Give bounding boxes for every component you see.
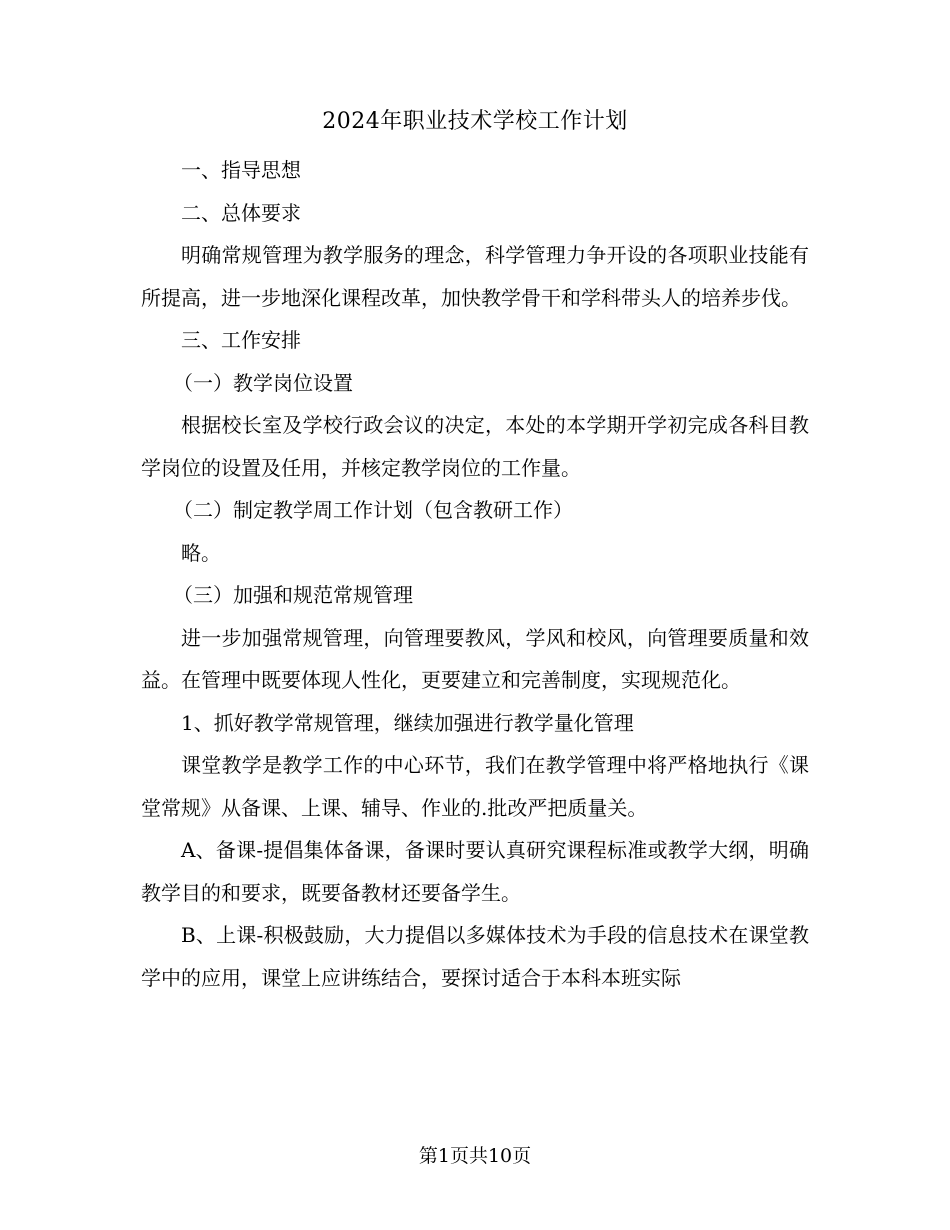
body-paragraph: 进一步加强常规管理，向管理要教风，学风和校风，向管理要质量和效益。在管理中既要体现人性化，更要建立和完善制度，实现规范化。 [141, 625, 809, 692]
body-paragraph: 略。 [181, 540, 221, 565]
section-heading: 三、工作安排 [181, 328, 301, 352]
item-heading: 1、抓好教学常规管理，继续加强进行教学量化管理 [181, 710, 634, 735]
section-heading: 二、总体要求 [181, 200, 301, 225]
section-heading: 一、指导思想 [181, 158, 301, 182]
subsection-heading: （二）制定教学周工作计划（包含教研工作） [173, 498, 573, 522]
subsection-heading: （三）加强和规范常规管理 [173, 583, 413, 607]
document-title: 2024年职业技术学校工作计划 [322, 109, 628, 134]
body-paragraph: 根据校长室及学校行政会议的决定，本处的本学期开学初完成各科目教学岗位的设置及任用，并核定教学岗位的工作量。 [141, 413, 809, 480]
subsection-heading: （一）教学岗位设置 [173, 370, 353, 395]
body-paragraph: A、备课-提倡集体备课，备课时要认真研究课程标准或教学大纲，明确教学目的和要求，既要备教材还要备学生。 [141, 838, 809, 905]
body-paragraph: 明确常规管理为教学服务的理念，科学管理力争开设的各项职业技能有所提高，进一步地深化课程改革，加快教学骨干和学科带头人的培养步伐。 [141, 243, 809, 310]
body-paragraph: 课堂教学是教学工作的中心环节，我们在教学管理中将严格地执行《课堂常规》从备课、上课、辅导、作业的.批改严把质量关。 [141, 753, 809, 820]
page-number-footer: 第1页共10页 [418, 1145, 532, 1167]
document-body [141, 149, 809, 999]
body-paragraph: B、上课-积极鼓励，大力提倡以多媒体技术为手段的信息技术在课堂教学中的应用，课堂上应讲练结合，要探讨适合于本科本班实际 [141, 923, 809, 990]
